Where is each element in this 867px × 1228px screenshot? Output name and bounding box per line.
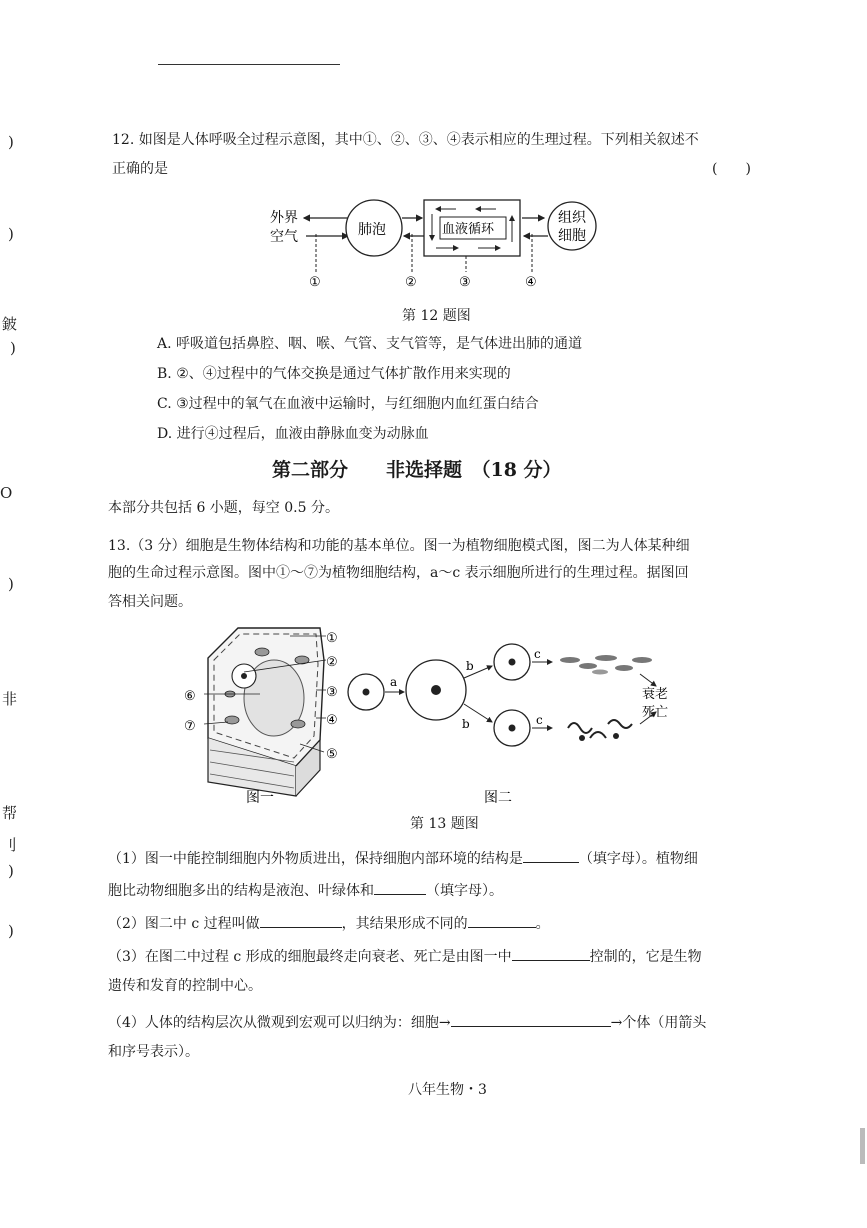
scan-edge [860, 1128, 865, 1164]
margin-mark: 刂 [2, 836, 18, 854]
aging-label-2: 死亡 [642, 705, 669, 720]
margin-mark: O [0, 484, 13, 502]
q13-cell-figure [170, 620, 690, 810]
top-rule [158, 64, 340, 65]
q13-sub3-line1 [108, 946, 702, 964]
q13-sub4-blank[interactable] [451, 1012, 611, 1027]
fig2-caption: 图二 [484, 790, 512, 806]
q13-sub2-blank-2[interactable] [468, 913, 536, 928]
process-b-label-bottom: b [462, 717, 470, 731]
margin-mark: 非 [2, 690, 18, 708]
q13-sub1-text-a: （1）图一中能控制细胞内外物质进出，保持细胞内部环境的结构是 [108, 851, 523, 867]
margin-mark: 帮 [2, 804, 18, 822]
fig1-caption: 图一 [246, 790, 274, 806]
q13-sub4-text-b: →个体（用箭头 [610, 1015, 707, 1031]
margin-mark: ) [8, 922, 14, 940]
process-marker-2: ② [405, 275, 417, 290]
cell-structure-label-6: ⑥ [184, 689, 196, 704]
q13-sub2-line [108, 913, 550, 931]
cell-process-drawing [348, 644, 656, 746]
q12-option-d[interactable]: D. 进行④过程后，血液由静脉血变为动脉血 [157, 426, 429, 442]
tissue-cell-label-1: 组织 [558, 210, 586, 226]
q13-sub1-text-b: （填字母）。植物细 [578, 851, 698, 867]
cell-structure-label-2: ② [326, 655, 338, 670]
q13-sub2-text-c: 。 [535, 916, 550, 932]
page-footer: 八年生物・3 [408, 1082, 487, 1098]
plant-cell-drawing [208, 628, 324, 796]
q12-option-a[interactable]: A. 呼吸道包括鼻腔、咽、喉、气管、支气管等，是气体进出肺的通道 [157, 336, 583, 352]
q13-sub1-line1 [108, 848, 698, 866]
q13-sub3-blank[interactable] [512, 946, 590, 961]
q13-sub1-text-d: （填字母）。 [426, 883, 503, 899]
outside-air-label-1: 外界 [270, 210, 298, 226]
margin-mark: 鈹 [2, 315, 18, 333]
q13-sub4-text-a: （4）人体的结构层次从微观到宏观可以归纳为：细胞→ [108, 1015, 451, 1031]
alveolus-label: 肺泡 [358, 222, 386, 238]
process-marker-3: ③ [459, 275, 471, 290]
q13-stem-line2: 胞的生命过程示意图。图中①～⑦为植物细胞结构，a～c 表示细胞所进行的生理过程。据图回 [108, 565, 689, 581]
q12-option-c[interactable]: C. ③过程中的氧气在血液中运输时，与红细胞内血红蛋白结合 [157, 396, 539, 412]
process-marker-4: ④ [525, 275, 537, 290]
q13-sub3-text-a: （3）在图二中过程 c 形成的细胞最终走向衰老、死亡是由图一中 [108, 949, 512, 965]
part2-title: 第二部分 非选择题 （18 分） [272, 459, 562, 481]
q13-sub4-line2: 和序号表示）。 [108, 1044, 199, 1060]
cell-structure-label-7: ⑦ [184, 719, 196, 734]
cell-structure-label-5: ⑤ [326, 747, 338, 762]
q13-sub4-line1 [108, 1012, 706, 1030]
q12-figure-caption: 第 12 题图 [402, 308, 471, 324]
tissue-cell-label-2: 细胞 [558, 228, 586, 244]
cell-structure-label-4: ④ [326, 713, 338, 728]
q12-stem-line1: 12. 如图是人体呼吸全过程示意图，其中①、②、③、④表示相应的生理过程。下列相关叙述不 [112, 132, 699, 148]
aging-label-1: 衰老 [642, 687, 669, 702]
q13-figure-caption: 第 13 题图 [410, 816, 479, 832]
part2-note: 本部分共包括 6 小题，每空 0.5 分。 [108, 500, 339, 516]
cell-structure-label-1: ① [326, 631, 338, 646]
process-a-label: a [390, 675, 398, 689]
q13-sub3-line2: 遗传和发育的控制中心。 [108, 978, 262, 994]
process-c-label-top: c [534, 647, 541, 661]
cell-structure-label-3: ③ [326, 685, 338, 700]
process-c-label-bottom: c [536, 713, 543, 727]
margin-mark: ) [10, 339, 16, 357]
q13-sub1-line2 [108, 880, 503, 898]
circulation-label: 血液循环 [442, 222, 495, 237]
q12-respiration-diagram [260, 190, 600, 300]
q12-option-b[interactable]: B. ②、④过程中的气体交换是通过气体扩散作用来实现的 [157, 366, 511, 382]
outside-air-label-2: 空气 [270, 229, 298, 245]
q12-answer-paren[interactable]: ( ) [712, 161, 751, 177]
margin-mark: ) [8, 133, 14, 151]
q13-sub3-text-b: 控制的，它是生物 [589, 949, 702, 965]
process-marker-1: ① [309, 275, 321, 290]
q13-stem-line1: 13.（3 分）细胞是生物体结构和功能的基本单位。图一为植物细胞模式图，图二为人体某种细 [108, 538, 690, 554]
margin-mark: ) [8, 225, 14, 243]
q12-stem-line2: 正确的是 [112, 161, 168, 177]
margin-mark: ) [8, 862, 14, 880]
q13-sub2-blank-1[interactable] [260, 913, 342, 928]
q13-sub1-blank-2[interactable] [374, 880, 426, 895]
q13-sub1-text-c: 胞比动物细胞多出的结构是液泡、叶绿体和 [108, 883, 374, 899]
q13-sub2-text-b: ，其结果形成不同的 [341, 916, 468, 932]
q13-sub1-blank-1[interactable] [523, 848, 579, 863]
margin-mark: ) [8, 575, 14, 593]
q13-sub2-text-a: （2）图二中 c 过程叫做 [108, 916, 260, 932]
process-b-label-top: b [466, 659, 474, 673]
q13-stem-line3: 答相关问题。 [108, 594, 192, 610]
